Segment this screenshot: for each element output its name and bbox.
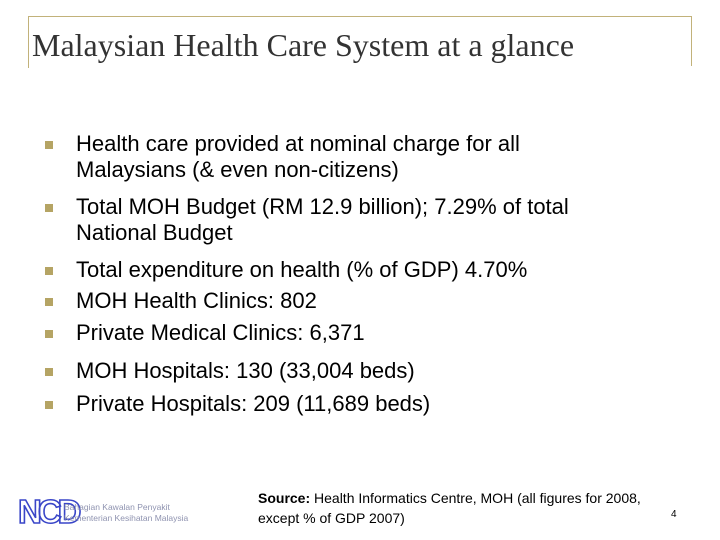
bullet-text: Private Medical Clinics: 6,371	[76, 320, 365, 345]
slide-title: Malaysian Health Care System at a glance	[32, 27, 575, 63]
bullet-text: Total expenditure on health (% of GDP) 4.70%	[76, 257, 528, 282]
bullet-text: Total MOH Budget (RM 12.9 billion); 7.29% of total National Budget	[76, 194, 569, 245]
organization-name: Bahagian Kawalan Penyakit Kementerian Kesihatan Malaysia	[64, 502, 189, 523]
square-bullet-icon	[45, 298, 53, 306]
bullet-item	[0, 320, 700, 348]
square-bullet-icon	[45, 330, 53, 338]
ncd-logo-icon	[17, 490, 78, 530]
square-bullet-icon	[45, 267, 53, 275]
bullet-item	[0, 288, 700, 316]
source-text: Health Informatics Centre, MOH (all figures for 2008, except % of GDP 2007)	[258, 490, 641, 526]
bullet-item	[0, 358, 700, 386]
bullet-text: Health care provided at nominal charge for all Malaysians (& even non-citizens)	[76, 131, 520, 182]
source-note	[258, 488, 668, 528]
frame-top-line	[28, 16, 692, 17]
page-number: 4	[671, 509, 677, 520]
square-bullet-icon	[45, 401, 53, 409]
square-bullet-icon	[45, 368, 53, 376]
bullet-item	[0, 194, 700, 245]
frame-right-line	[691, 16, 692, 66]
square-bullet-icon	[45, 204, 53, 212]
source-label: Source:	[258, 490, 311, 506]
square-bullet-icon	[45, 141, 53, 149]
bullet-text: MOH Health Clinics: 802	[76, 288, 317, 313]
bullet-text: MOH Hospitals: 130 (33,004 beds)	[76, 358, 415, 383]
frame-left-line	[28, 16, 29, 68]
svg-text:NCD: NCD	[18, 493, 78, 530]
bullet-item	[0, 131, 700, 182]
bullet-item	[0, 391, 700, 419]
bullet-item	[0, 257, 700, 285]
bullet-text: Private Hospitals: 209 (11,689 beds)	[76, 391, 431, 416]
